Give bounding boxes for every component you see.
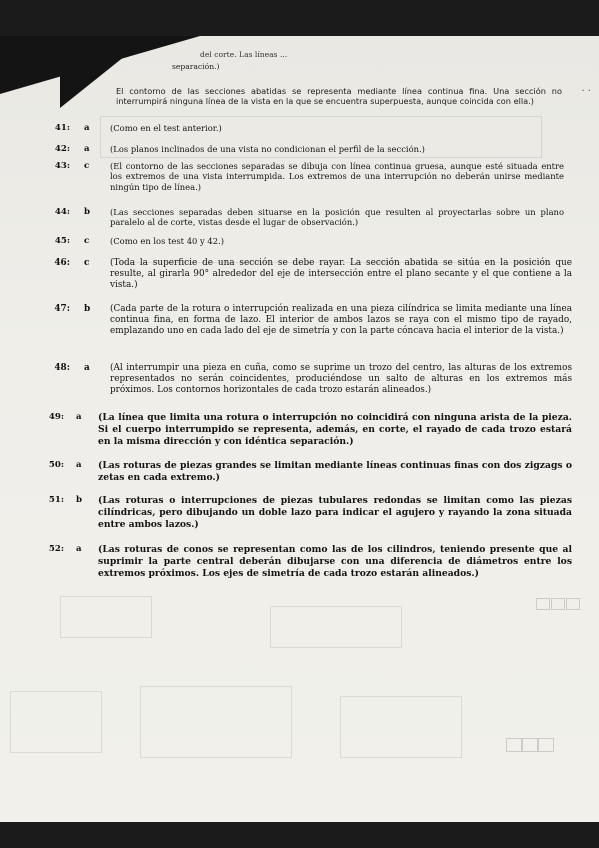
show-through-box — [566, 598, 580, 610]
question-number: 49: — [48, 412, 64, 422]
answer-explanation: (Cada parte de la rotura o interrupción realizada en una pieza cilíndrica se limita mediante una línea continua fina, en forma de lazo. El interior de ambos lazos se raya con el mismo tipo de rayado, emplazando uno en cada lado del eje de simetría y con la parte cóncava hacia el interior de la vista.) — [110, 304, 572, 337]
answer-option: c — [84, 258, 90, 268]
answer-option: b — [84, 304, 91, 314]
question-number: 51: — [48, 495, 64, 505]
show-through-box — [506, 738, 522, 752]
show-through-drawing — [270, 606, 402, 648]
answer-explanation: (Como en el test anterior.) — [110, 123, 222, 133]
photo-frame-bottom — [0, 822, 599, 848]
answer-explanation: (La línea que limita una rotura o interrupción no coincidirá con ninguna arista de la pieza. Si el cuerpo interrumpido se representa, además, en corte, el rayado de cada trozo estará en la misma dirección y con idéntica separación.) — [98, 412, 572, 447]
margin-mark: · · — [581, 86, 591, 97]
show-through-drawing — [60, 596, 152, 638]
show-through-box — [551, 598, 565, 610]
answer-option: c — [84, 161, 90, 171]
show-through-drawing — [340, 696, 462, 758]
show-through-box — [538, 738, 554, 752]
answer-explanation: (El contorno de las secciones separadas se dibuja con línea continua gruesa, aunque esté situada entre los extremos de una vista interrumpida. Los extremos de una interrupción no deberán unirse mediante ningún tipo de línea.) — [110, 161, 564, 192]
question-number: 42: — [54, 144, 70, 154]
question-number: 44: — [54, 207, 70, 217]
answer-explanation: (Al interrumpir una pieza en cuña, como se suprime un trozo del centro, las alturas de los extremos representados no serán coincidentes, produciéndose un salto de alturas en los extremos más próximos. Los contornos horizontales de cada trozo estarán alineados.) — [110, 363, 572, 396]
answer-explanation: (Los planos inclinados de una vista no condicionan el perfil de la sección.) — [110, 144, 425, 154]
answer-explanation: (Toda la superficie de una sección se debe rayar. La sección abatida se sitúa en la posición que resulte, al girarla 90° alrededor del eje de intersección entre el plano secante y el que contiene a la vista.) — [110, 258, 572, 291]
answer-option: a — [76, 412, 82, 422]
answer-explanation: (Las roturas de piezas grandes se limitan mediante líneas continuas finas con dos zigzags o zetas en cada extremo.) — [98, 460, 572, 483]
intro-paragraph: El contorno de las secciones abatidas se representa mediante línea continua fina. Una sección no interrumpirá ninguna línea de la vista en la que se encuentra superpuesta, aunque coincida con ella.) — [116, 86, 562, 106]
question-number: 41: — [54, 123, 70, 133]
answer-option: a — [84, 363, 90, 373]
answer-option: a — [76, 460, 82, 470]
question-number: 45: — [54, 236, 70, 246]
answer-explanation: (Las roturas de conos se representan como las de los cilindros, teniendo presente que al suprimir la parte central deberán dibujarse con una diferencia de diámetros entre los extremos próximos. Los ejes de simetría de cada trozo estarán alineados.) — [98, 544, 572, 579]
question-number: 50: — [48, 460, 64, 470]
question-number: 43: — [54, 161, 70, 171]
answer-explanation: (Las roturas o interrupciones de piezas tubulares redondas se limitan como las piezas cilíndricas, pero dibujando un doble lazo para indicar el agujero y rayando la zona situada entre ambos lazos.) — [98, 495, 572, 530]
document-page — [0, 36, 599, 822]
answer-option: c — [84, 236, 90, 246]
answer-option: b — [76, 495, 83, 505]
show-through-drawing — [10, 691, 102, 753]
question-number: 52: — [48, 544, 64, 554]
answer-explanation: (Las secciones separadas deben situarse en la posición que resulten al proyectarlas sobre un plano paralelo al de corte, vistas desde el lugar de observación.) — [110, 207, 564, 228]
show-through-box — [522, 738, 538, 752]
show-through-box — [536, 598, 550, 610]
header-fragment: separación.) — [172, 62, 220, 71]
answer-explanation: (Como en los test 40 y 42.) — [110, 236, 225, 246]
header-fragment: del corte. Las líneas ... — [200, 50, 288, 59]
show-through-drawing — [140, 686, 292, 758]
photo-frame-top — [0, 0, 599, 36]
question-number: 48: — [54, 363, 70, 373]
answer-option: b — [84, 207, 91, 217]
answer-option: a — [84, 123, 90, 133]
question-number: 46: — [54, 258, 70, 268]
answer-option: a — [84, 144, 90, 154]
answer-option: a — [76, 544, 82, 554]
question-number: 47: — [54, 304, 70, 314]
